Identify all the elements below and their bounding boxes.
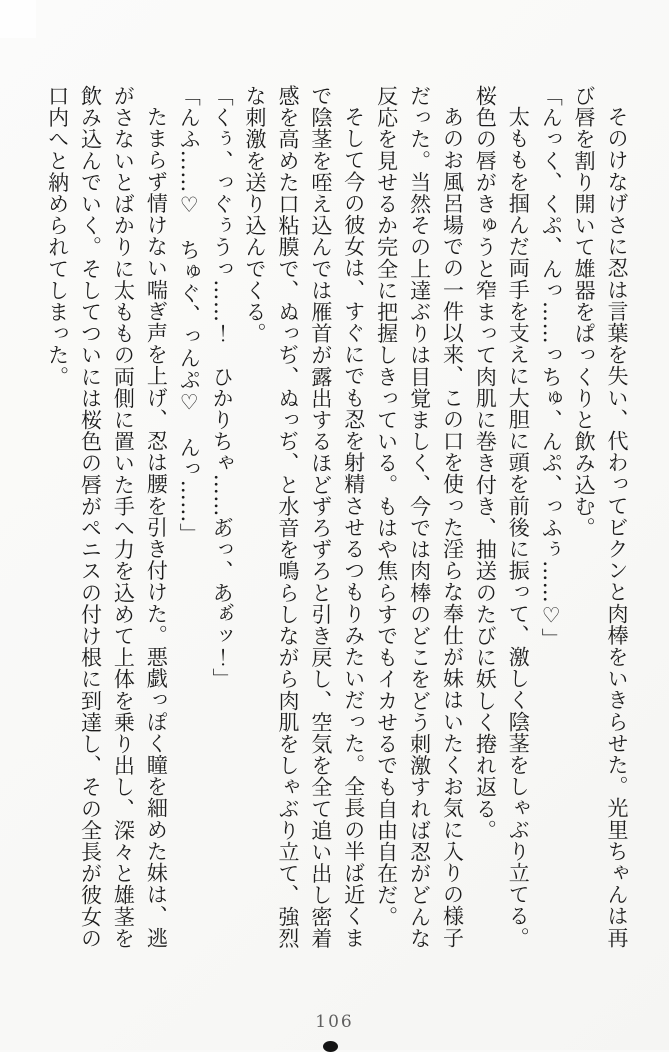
dialogue-paragraph: 「んっく、くぷ、んっ……っちゅ、んぷ、っふぅ……♡」 xyxy=(539,85,564,650)
paragraph: たまらず情けない喘ぎ声を上げ、忍は腰を引き付けた。悪戯っぽく瞳を細めた妹は、逃がさないとばかりに太ももの両側に置いた手へ力を込めて上体を乗り出し、深々と雄茎を飲み込んでいく。そしてついには桜色の唇がペニスの付け根に到達し、その全長が彼女の口内へと納められてしまった。 xyxy=(45,85,169,949)
dialogue-paragraph: 「くぅ、っぐぅうっ……！ ひかりちゃ……あ゙っ、あぁ゙ッ！」 xyxy=(210,85,235,690)
scan-highlight-corner xyxy=(0,0,36,38)
paragraph: そして今の彼女は、すぐにでも忍を射精させるつもりみたいだった。全長の半ば近くまで陰茎を咥え込んでは雁首が露出するほどずろずろと引き戻し、空気を全て追い出し密着感を高めた口粘膜で、ぬっぢ、ぬっぢ、と水音を鳴らしながら肉肌をしゃぶり立て、強烈な刺激を送り込んでくる。 xyxy=(243,85,366,949)
paragraph: 太ももを掴んだ両手を支えに大胆に頭を前後に振って、激しく陰茎をしゃぶり立てる。桜色の唇がきゅうと窄まって肉肌に巻き付き、抽送のたびに妖しく捲れ返る。 xyxy=(473,85,531,949)
paragraph: そのけなげさに忍は言葉を失い、代わってビクンと肉棒をいきらせた。光里ちゃんは再び唇を割り開いて雄器をぱっくりと飲み込む。 xyxy=(572,85,629,949)
paragraph: あのお風呂場での一件以来、この口を使った淫らな奉仕が妹はいたくお気に入りの様子だった。当然その上達ぶりは目覚ましく、今では肉棒のどこをどう刺激すれば忍がどんな反応を見せるか完全に把握しきっている。もはや焦らすでもイカせるでも自由自在だ。 xyxy=(374,85,465,949)
dialogue-paragraph: 「んふ……♡ ちゅぐ、っんぷ♡ んっ……」 xyxy=(177,85,202,545)
page-number: 106 xyxy=(315,1012,354,1032)
body-text xyxy=(41,85,633,951)
ink-dot-mark xyxy=(323,1041,338,1052)
